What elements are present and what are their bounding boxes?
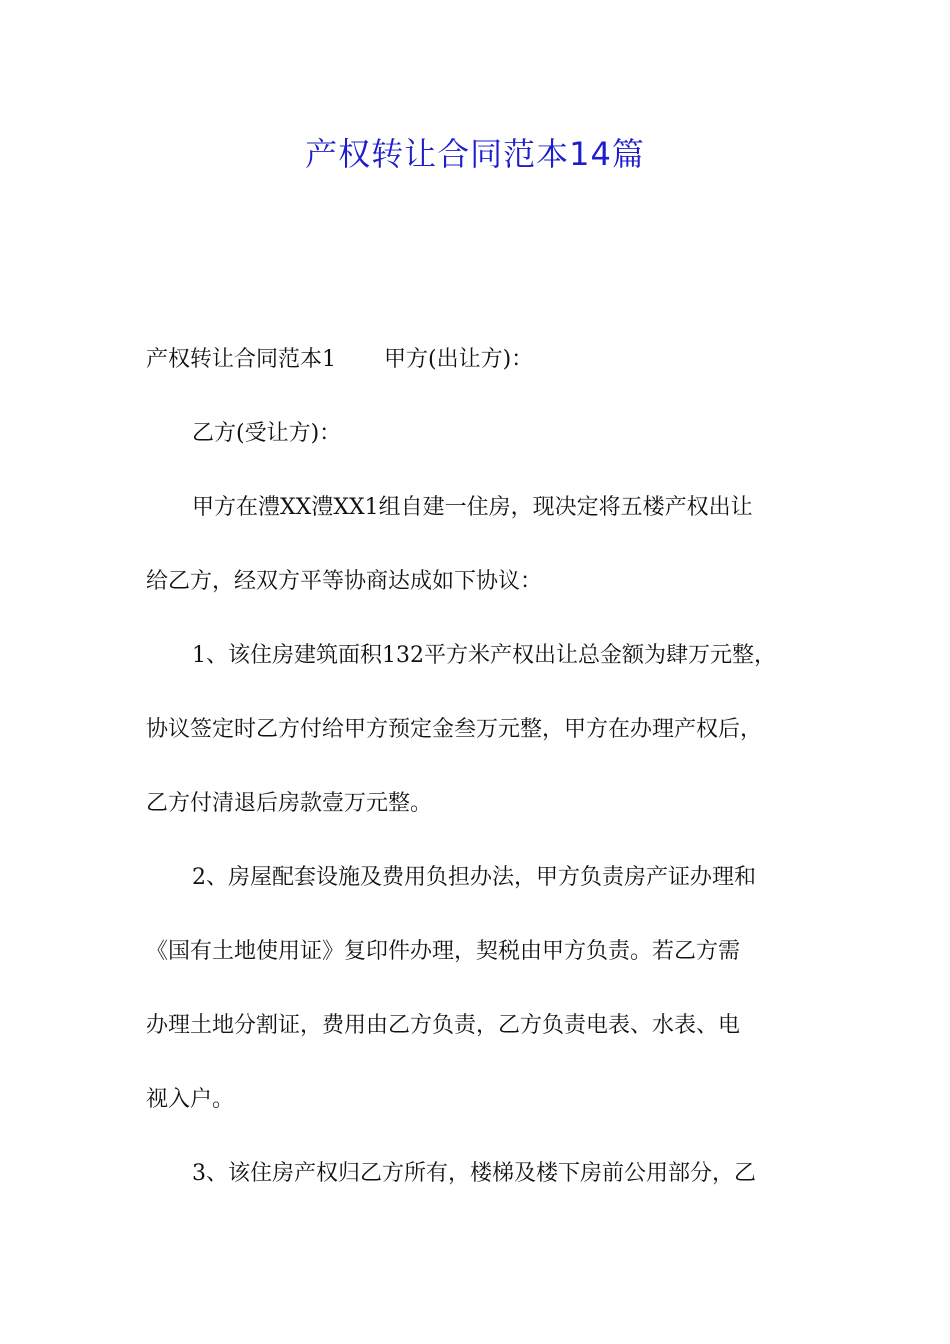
intro-line [146, 336, 836, 410]
clause-2-line: 办理土地分割证，费用由乙方负责，乙方负责电表、水表、电 [146, 1013, 741, 1038]
clause-1-line: 1、该住房建筑面积132平方米产权出让总金额为肆万元整， [192, 643, 776, 668]
paragraph-line: 给乙方，经双方平等协商达成如下协议： [146, 569, 543, 594]
document-title: 产权转让合同范本14篇 [305, 135, 645, 173]
clause-3-line: 3、该住房产权归乙方所有，楼梯及楼下房前公用部分，乙 [192, 1161, 756, 1186]
clause-1-line: 乙方付清退后房款壹万元整。 [146, 791, 433, 816]
clause-2-line: 视入户。 [146, 1087, 235, 1112]
clause-2-line: 2、房屋配套设施及费用负担办法，甲方负责房产证办理和 [192, 865, 756, 890]
paragraph-line: 甲方在澧XX澧XX1组自建一住房，现决定将五楼产权出让 [192, 495, 753, 520]
party-a-label: 甲方(出让方)： [384, 347, 534, 372]
clause-2-line: 《国有土地使用证》复印件办理，契税由甲方负责。若乙方需 [146, 939, 741, 964]
party-b-label: 乙方(受让方)： [192, 421, 342, 446]
section-heading: 产权转让合同范本1 [146, 347, 336, 372]
clause-1-line: 协议签定时乙方付给甲方预定金叁万元整，甲方在办理产权后， [146, 717, 763, 742]
document-body [146, 336, 836, 1224]
